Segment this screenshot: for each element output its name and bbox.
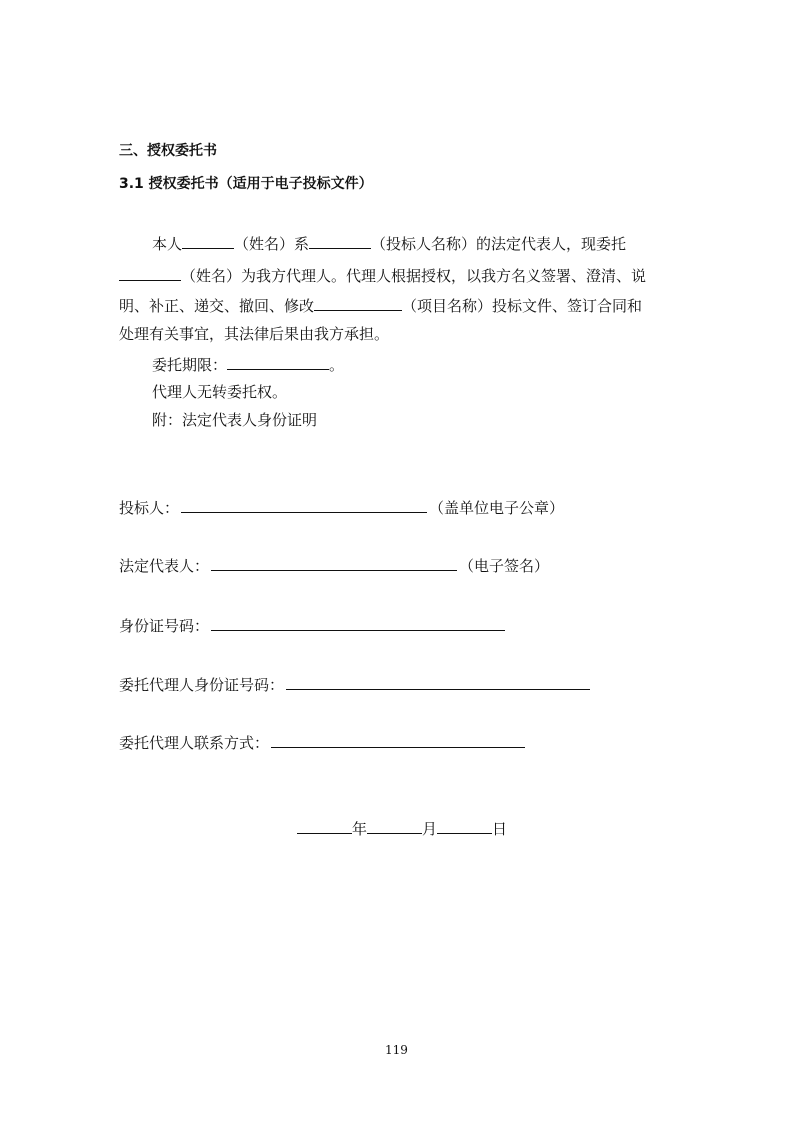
- id-label: 身份证号码：: [119, 617, 210, 635]
- text: （姓名）为我方代理人。代理人根据授权，以我方名义签署、澄清、说: [181, 267, 647, 285]
- bidder-field: [119, 497, 564, 518]
- month-blank[interactable]: [367, 817, 422, 834]
- section-title: 三、授权委托书: [119, 143, 217, 159]
- subsection-title: 3.1 授权委托书（适用于电子投标文件）: [119, 176, 373, 192]
- paragraph-line-3: [119, 294, 642, 316]
- agent-name-blank[interactable]: [119, 264, 181, 281]
- id-number-field: [119, 615, 507, 636]
- text: （姓名）系: [234, 235, 310, 253]
- agent-contact-input[interactable]: [271, 733, 525, 748]
- legal-rep-note: （电子签名）: [459, 557, 550, 575]
- paragraph-line-1: [152, 232, 626, 254]
- agent-id-label: 委托代理人身份证号码：: [119, 676, 285, 694]
- agent-contact-field: [119, 732, 527, 753]
- bidder-note: （盖单位电子公章）: [429, 499, 565, 517]
- name-blank[interactable]: [182, 232, 234, 249]
- attachment-note: 附：法定代表人身份证明: [152, 411, 318, 429]
- bidder-name-blank[interactable]: [309, 232, 371, 249]
- term-line: [152, 353, 344, 375]
- legal-rep-input[interactable]: [211, 556, 457, 571]
- text: 本人: [152, 235, 183, 253]
- page-number: 119: [385, 1043, 408, 1057]
- legal-rep-label: 法定代表人：: [119, 557, 210, 575]
- agent-contact-label: 委托代理人联系方式：: [119, 734, 270, 752]
- day-label: 日: [492, 820, 508, 838]
- term-end: 。: [329, 356, 345, 374]
- agent-id-field: [119, 674, 592, 695]
- text: （投标人名称）的法定代表人，现委托: [371, 235, 627, 253]
- text: （项目名称）投标文件、签订合同和: [402, 297, 643, 315]
- text: 明、补正、递交、撤回、修改: [119, 297, 315, 315]
- bidder-label: 投标人：: [119, 499, 180, 517]
- date-line: [297, 817, 507, 839]
- term-blank[interactable]: [227, 353, 329, 370]
- project-name-blank[interactable]: [314, 294, 402, 311]
- term-label: 委托期限：: [152, 356, 228, 374]
- bidder-input[interactable]: [181, 498, 427, 513]
- year-label: 年: [352, 820, 368, 838]
- paragraph-line-4: 处理有关事宜，其法律后果由我方承担。: [119, 325, 390, 343]
- day-blank[interactable]: [437, 817, 492, 834]
- paragraph-line-2: [119, 264, 646, 286]
- year-blank[interactable]: [297, 817, 352, 834]
- no-subdelegation: 代理人无转委托权。: [152, 383, 288, 401]
- agent-id-input[interactable]: [286, 675, 590, 690]
- id-input[interactable]: [211, 616, 505, 631]
- month-label: 月: [422, 820, 438, 838]
- legal-rep-field: [119, 555, 549, 576]
